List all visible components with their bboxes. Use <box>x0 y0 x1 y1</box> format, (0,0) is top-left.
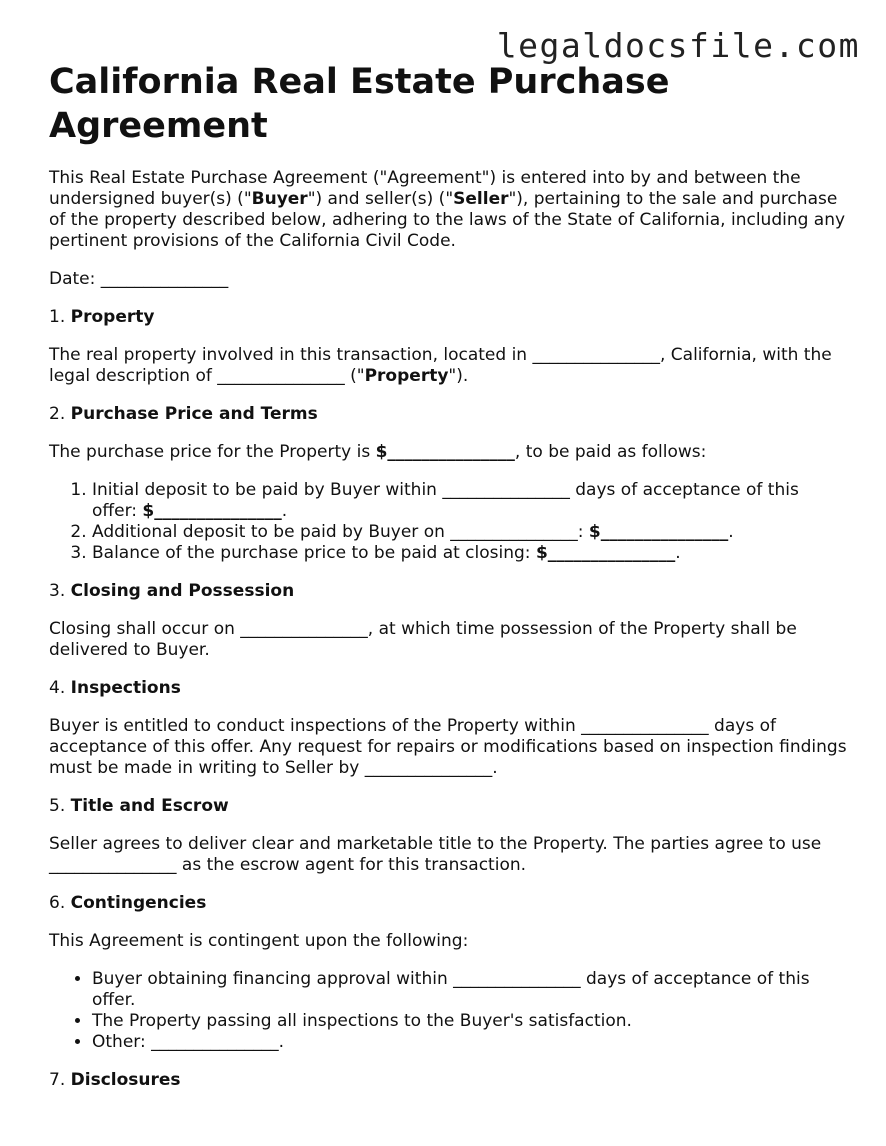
section-heading-purchase-price: 2. Purchase Price and Terms <box>49 404 318 424</box>
section-heading-closing: 3. Closing and Possession <box>49 581 295 601</box>
buyer-term: Buyer <box>251 189 308 209</box>
page-title: California Real Estate Purchase Agreement <box>49 62 670 146</box>
contingency-list <box>49 969 849 1053</box>
section-text-inspections: Buyer is entitled to conduct inspections of the Property within _______________ days of acceptance of this offer. Any request for repairs or modifications based on inspection findings must be made in writing to Seller by _______________. <box>49 716 847 778</box>
list-item: 3. Balance of the purchase price to be paid at closing: $_______________. <box>92 543 849 564</box>
list-item: • Other: _______________. <box>92 1032 849 1053</box>
payment-list <box>49 480 849 564</box>
site-watermark: legaldocsfile.com <box>496 26 860 65</box>
section-heading-disclosures: 7. Disclosures <box>49 1070 181 1090</box>
date-line: Date: _______________ <box>49 269 229 289</box>
section-text-property: The real property involved in this transaction, located in _______________, California, with the legal description of _______________ ("Property"). <box>49 345 832 386</box>
intro-paragraph: This Real Estate Purchase Agreement ("Agreement") is entered into by and between the undersigned buyer(s) ("Buyer") and seller(s) ("Seller"), pertaining to the sale and purchase of the property described below, adhering to the laws of the State of California, including any pertinent provisions of the California Civil Code. <box>49 168 846 251</box>
section-text-closing: Closing shall occur on _______________, at which time possession of the Property shall be delivered to Buyer. <box>49 619 797 660</box>
section-heading-title-escrow: 5. Title and Escrow <box>49 796 229 816</box>
list-item: • The Property passing all inspections to the Buyer's satisfaction. <box>92 1011 849 1032</box>
section-heading-property: 1. Property <box>49 307 155 327</box>
list-item: 2. Additional deposit to be paid by Buyer on _______________: $_______________. <box>92 522 849 543</box>
section-text-title-escrow: Seller agrees to deliver clear and marketable title to the Property. The parties agree to use _______________ as the escrow agent for this transaction. <box>49 834 822 875</box>
list-item: 1. Initial deposit to be paid by Buyer within _______________ days of acceptance of this offer: $_______________. <box>92 480 849 522</box>
document-body <box>49 60 849 1091</box>
section-heading-contingencies: 6. Contingencies <box>49 893 207 913</box>
section-text-purchase-price: The purchase price for the Property is $_______________, to be paid as follows: <box>49 442 707 462</box>
section-text-contingencies: This Agreement is contingent upon the following: <box>49 931 469 951</box>
section-heading-inspections: 4. Inspections <box>49 678 181 698</box>
list-item: • Buyer obtaining financing approval within _______________ days of acceptance of this offer. <box>92 969 849 1011</box>
seller-term: Seller <box>453 189 509 209</box>
